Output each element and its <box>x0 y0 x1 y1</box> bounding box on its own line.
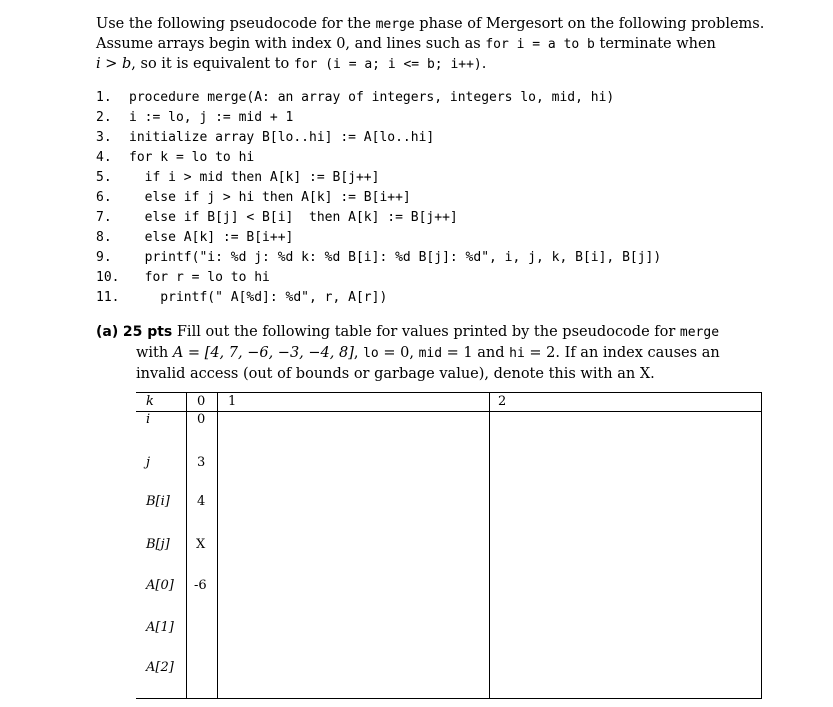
code-text: for r = lo to hi <box>129 270 270 285</box>
line-number: 7. <box>96 210 112 225</box>
points-label: 25 pts <box>122 324 173 340</box>
inline-code: merge <box>375 17 415 32</box>
line-number: 5. <box>96 170 112 185</box>
table-header-rule <box>136 411 762 412</box>
table-header-label: k <box>146 394 154 409</box>
code-text: else A[k] := B[i++] <box>129 230 294 245</box>
inline-code: for (i = a; i <= b; i++) <box>293 57 482 72</box>
inline-code: lo <box>363 346 379 361</box>
table-row-label: A[1] <box>146 620 174 635</box>
question-text: , <box>353 345 364 361</box>
question-text: = 0, <box>378 345 419 361</box>
table-row-label: B[i] <box>146 494 170 509</box>
table-row-label: A[2] <box>146 660 174 675</box>
part-label: (a) <box>96 324 119 340</box>
inline-code: hi <box>509 346 525 361</box>
intro-text: phase of Mergesort on the following problems. <box>414 16 765 32</box>
question-text: Fill out the following table for values printed by the pseudocode for <box>172 324 680 340</box>
question-text: = 1 and <box>442 345 510 361</box>
line-number: 2. <box>96 110 112 125</box>
inline-code: for i = a to b <box>485 37 595 52</box>
line-number: 8. <box>96 230 112 245</box>
line-number: 11. <box>96 290 120 305</box>
table-col-divider <box>489 392 490 698</box>
intro-text: , so it is equivalent to <box>131 56 294 72</box>
question-text: with <box>136 345 173 361</box>
line-number: 10. <box>96 270 120 285</box>
table-cell: -6 <box>194 578 207 593</box>
question-text: invalid access (out of bounds or garbage value), denote this with an X. <box>136 366 655 382</box>
line-number: 3. <box>96 130 112 145</box>
table-col-divider <box>186 392 187 698</box>
code-text: procedure merge(A: an array of integers, integers lo, mid, hi) <box>129 90 615 105</box>
intro-text: terminate when <box>594 36 716 52</box>
table-cell: 4 <box>197 494 206 509</box>
code-text: if i > mid then A[k] := B[j++] <box>129 170 380 185</box>
table-bottom-rule <box>136 698 762 699</box>
inline-code: mid <box>418 346 443 361</box>
inline-math: A = [4, 7, −6, −3, −4, 8] <box>172 345 354 361</box>
line-number: 1. <box>96 90 112 105</box>
code-text: else if j > hi then A[k] := B[i++] <box>129 190 411 205</box>
intro-text: Assume arrays begin with index 0, and lines such as <box>96 36 486 52</box>
table-row-label: j <box>146 455 151 470</box>
code-text: printf("i: %d j: %d k: %d B[i]: %d B[j]: %d", i, j, k, B[i], B[j]) <box>129 250 662 265</box>
table-header-cell: 2 <box>498 394 507 409</box>
line-number: 9. <box>96 250 112 265</box>
intro-text: . <box>481 56 487 72</box>
table-header-cell: 1 <box>228 394 237 409</box>
table-row-label: i <box>146 412 151 427</box>
code-text: for k = lo to hi <box>129 150 255 165</box>
code-text: printf(" A[%d]: %d", r, A[r]) <box>129 290 388 305</box>
question-text: = 2. If an index causes an <box>524 345 720 361</box>
table-top-rule <box>136 392 762 393</box>
table-cell: 3 <box>197 455 206 470</box>
inline-math: i > b <box>96 56 132 72</box>
code-text: else if B[j] < B[i] then A[k] := B[j++] <box>129 210 458 225</box>
code-text: i := lo, j := mid + 1 <box>129 110 294 125</box>
intro-text: Use the following pseudocode for the <box>96 16 376 32</box>
table-right-border <box>761 392 762 698</box>
line-number: 4. <box>96 150 112 165</box>
table-row-label: B[j] <box>146 537 170 552</box>
table-header-cell: 0 <box>197 394 206 409</box>
table-cell: 0 <box>197 412 206 427</box>
line-number: 6. <box>96 190 112 205</box>
table-col-divider <box>217 392 218 698</box>
code-text: initialize array B[lo..hi] := A[lo..hi] <box>129 130 435 145</box>
table-row-label: A[0] <box>146 578 174 593</box>
table-cell: X <box>196 537 206 552</box>
inline-code: merge <box>679 325 720 340</box>
